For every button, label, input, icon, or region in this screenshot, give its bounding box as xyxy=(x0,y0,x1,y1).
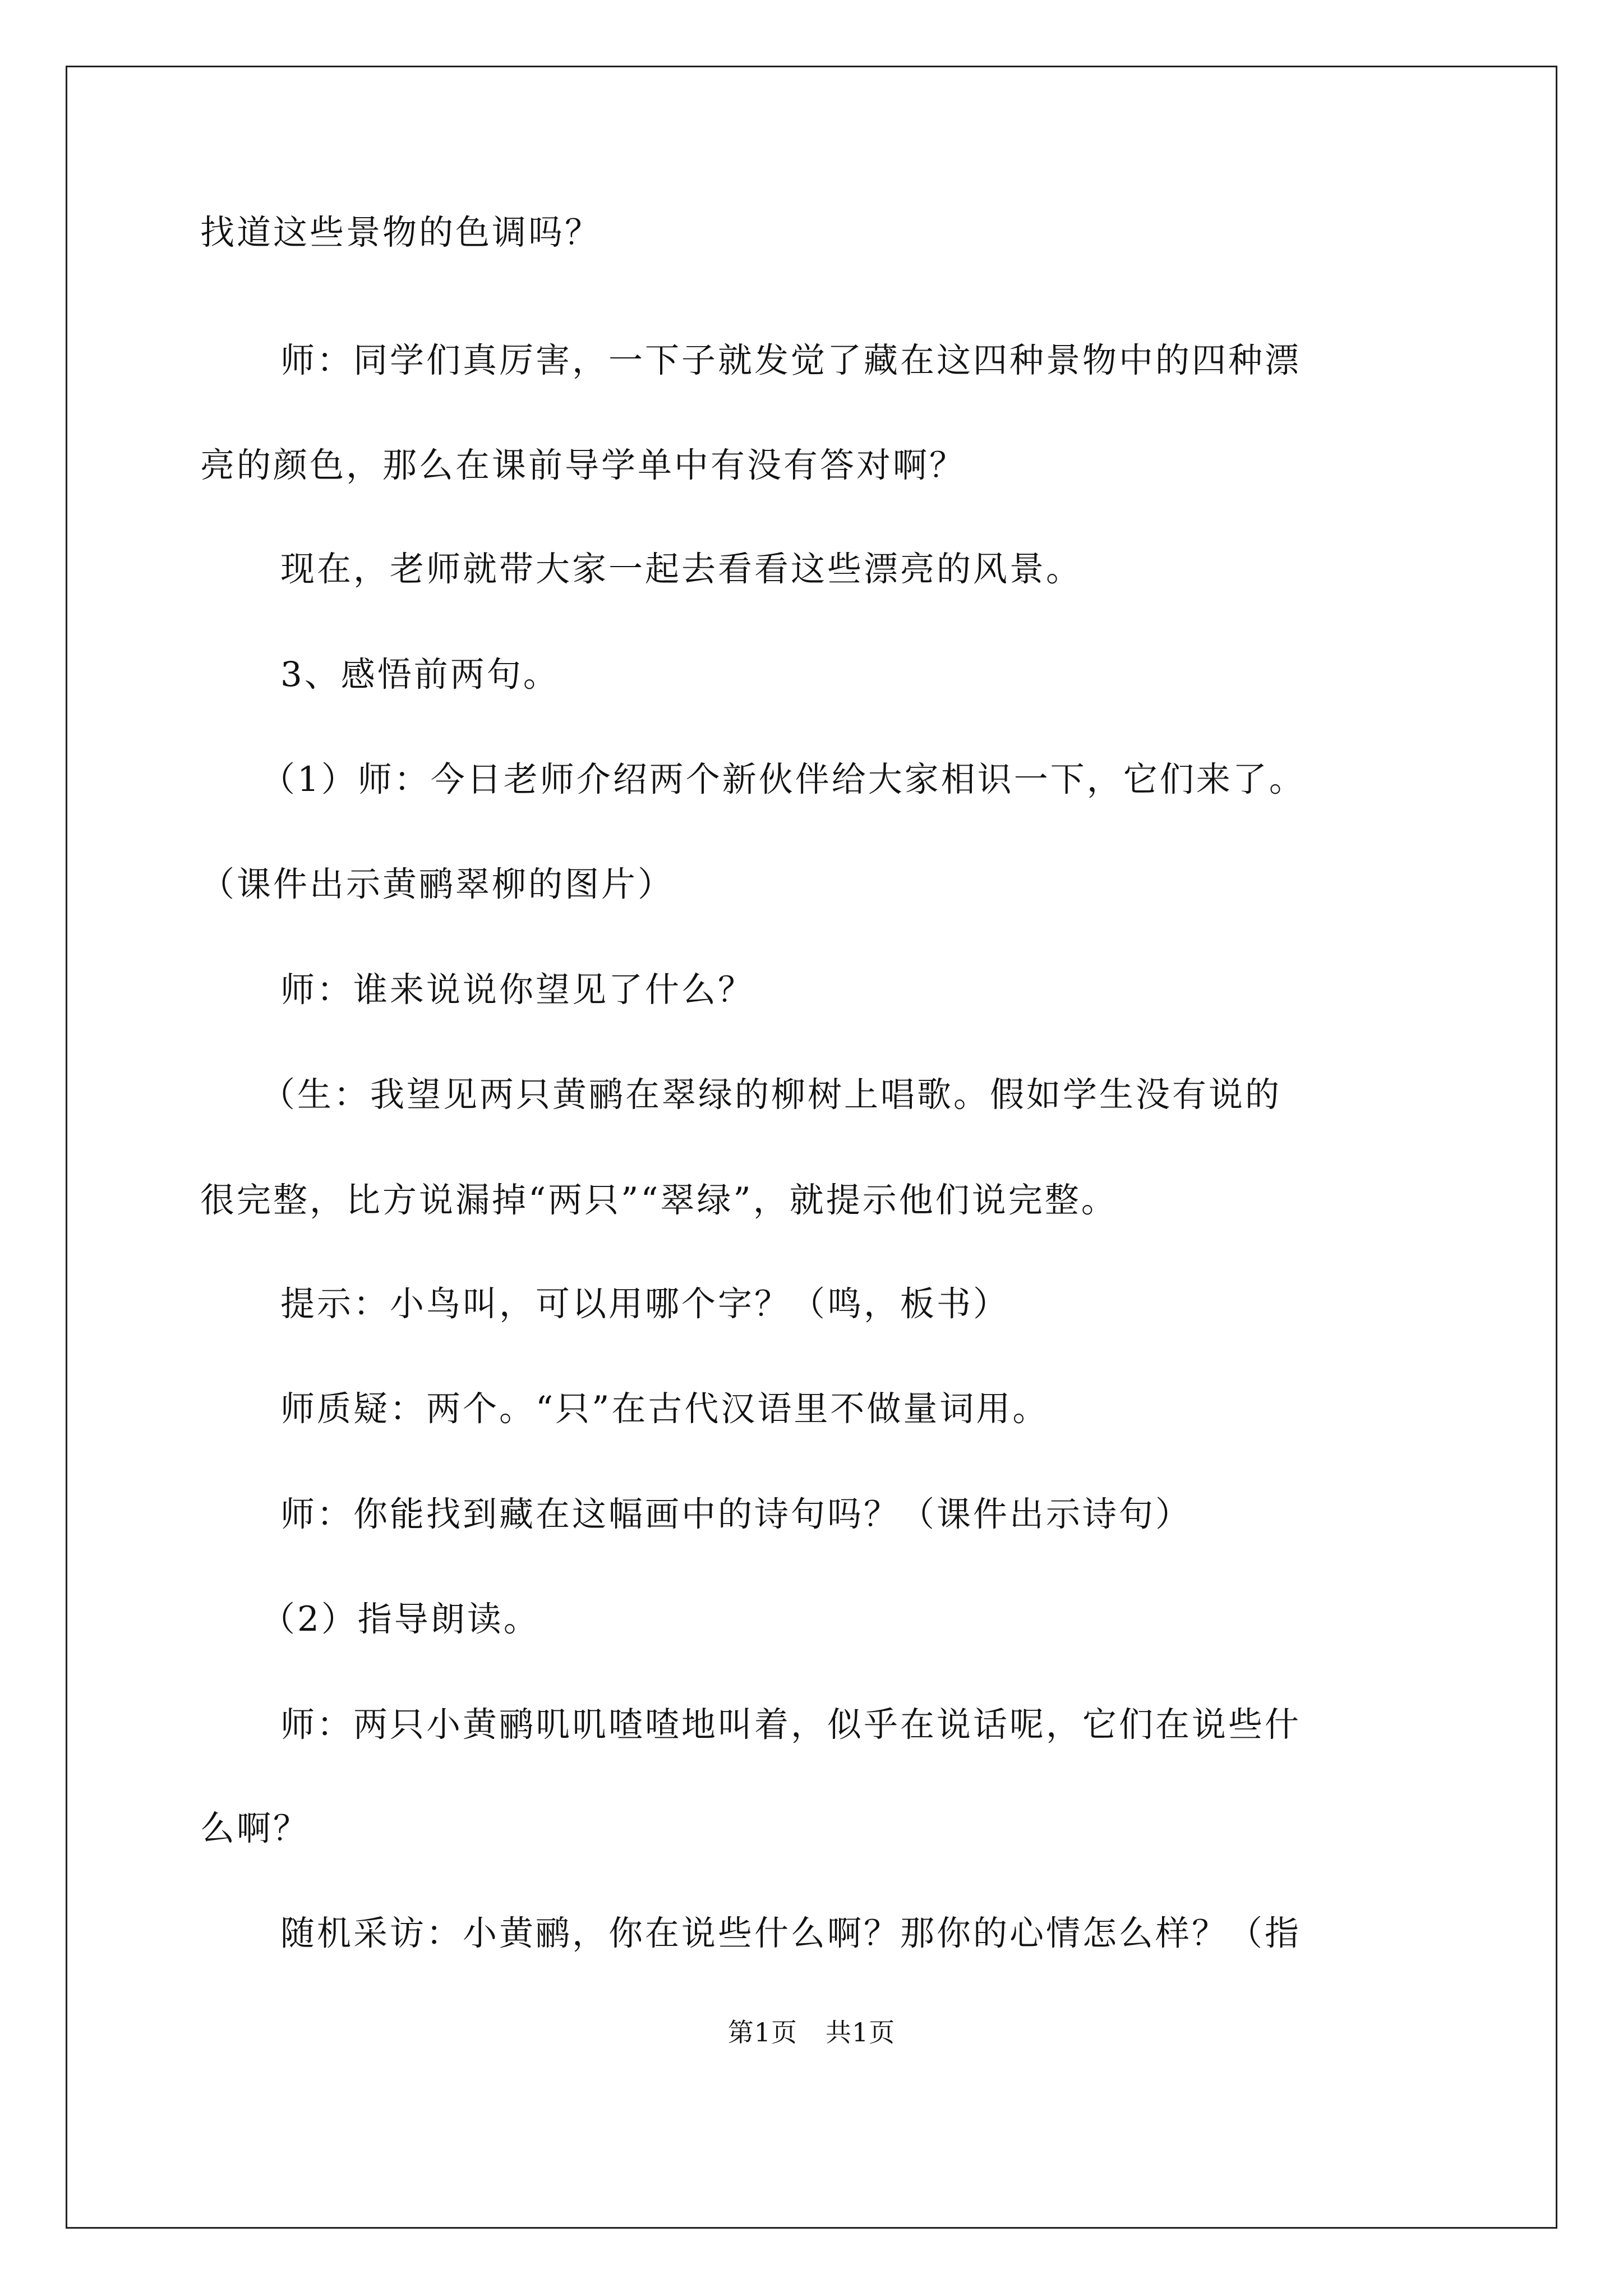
text-line: （1）师：今日老师介绍两个新伙伴给大家相识一下，它们来了。 xyxy=(261,760,1306,799)
page-footer xyxy=(0,2016,1623,2049)
text-line: 师：你能找到藏在这幅画中的诗句吗？（课件出示诗句） xyxy=(280,1494,1192,1534)
text-line: 找道这些景物的色调吗？ xyxy=(200,213,602,252)
text-line: 很完整，比方说漏掉“两只”“翠绿”，就提示他们说完整。 xyxy=(200,1180,1118,1220)
text-line: （课件出示黄鹂翠柳的图片） xyxy=(200,864,675,904)
page-number: 第1页 xyxy=(727,2017,797,2047)
text-line: （生：我望见两只黄鹂在翠绿的柳树上唱歌。假如学生没有说的 xyxy=(261,1075,1282,1115)
text-line: 现在，老师就带大家一起去看看这些漂亮的风景。 xyxy=(280,549,1083,589)
text-line: 么啊？ xyxy=(200,1809,310,1848)
text-line: 师：谁来说说你望见了什么？ xyxy=(280,970,755,1010)
text-line: （2）指导朗读。 xyxy=(261,1599,540,1639)
page-border xyxy=(66,66,1557,2229)
text-line: 师：同学们真厉害，一下子就发觉了藏在这四种景物中的四种漂 xyxy=(280,341,1302,380)
text-line: 师：两只小黄鹂叽叽喳喳地叫着，似乎在说话呢，它们在说些什 xyxy=(280,1705,1302,1745)
page-total: 共1页 xyxy=(826,2017,896,2047)
text-line: 随机采访：小黄鹂，你在说些什么啊？那你的心情怎么样？（指 xyxy=(280,1913,1302,1953)
text-line: 师质疑：两个。“只”在古代汉语里不做量词用。 xyxy=(280,1389,1049,1429)
text-line: 3、感悟前两句。 xyxy=(280,655,560,694)
text-line: 提示：小鸟叫，可以用哪个字？（鸣，板书） xyxy=(280,1284,1010,1324)
text-line: 亮的颜色，那么在课前导学单中有没有答对啊？ xyxy=(200,445,966,485)
